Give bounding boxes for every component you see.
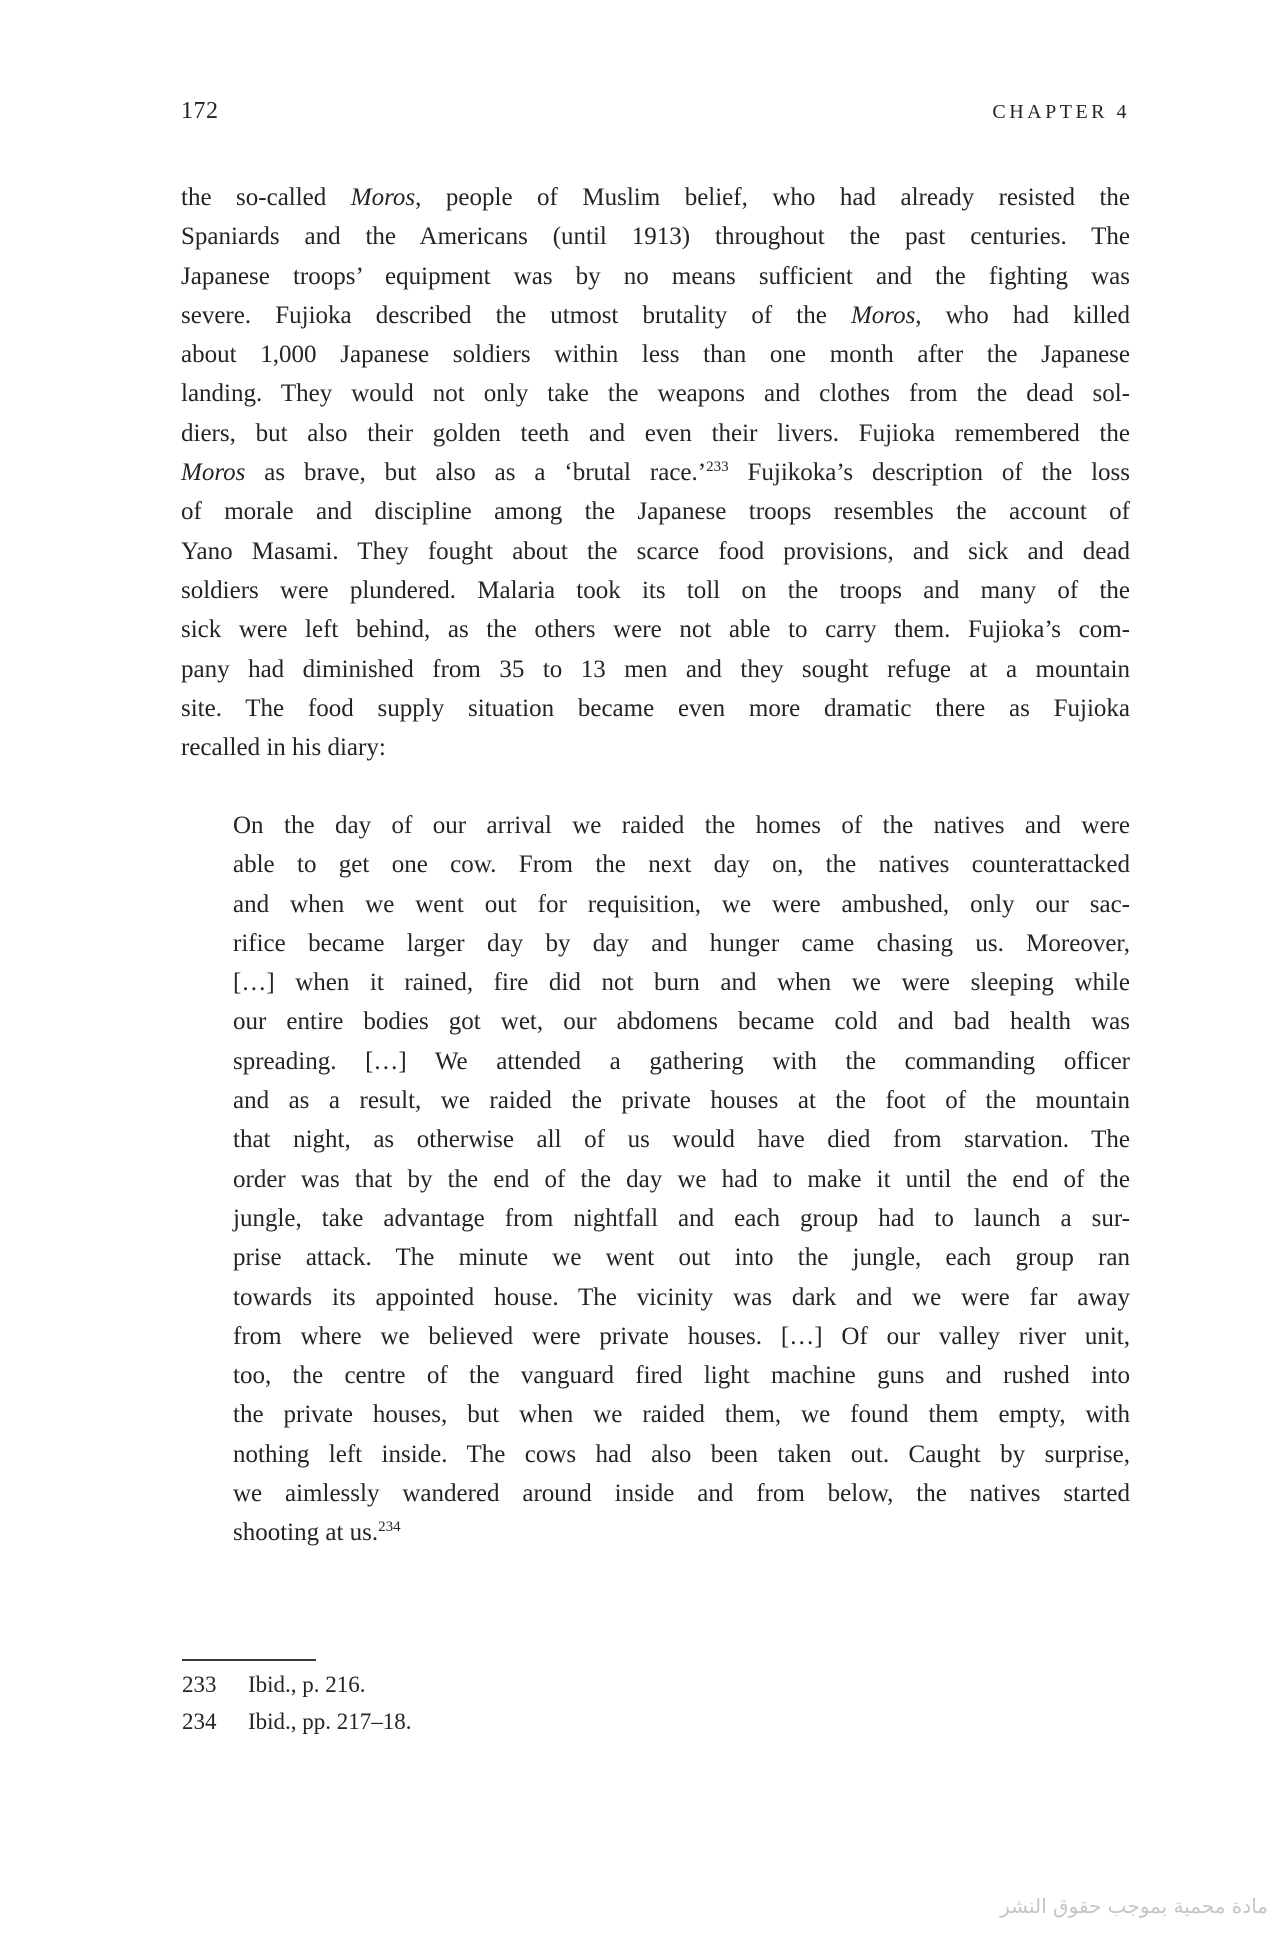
text-line: pany had diminished from 35 to 13 men and they sought refuge at a mountain xyxy=(181,655,1130,683)
text-line: from where we believed were private houses. […] Of our valley river unit, xyxy=(233,1322,1130,1350)
text-line: landing. They would not only take the weapons and clothes from the dead sol- xyxy=(181,380,1130,408)
text-line: towards its appointed house. The vicinity was dark and we were far away xyxy=(233,1283,1130,1311)
text-line: site. The food supply situation became even more dramatic there as Fujioka xyxy=(181,694,1130,722)
text-line: our entire bodies got wet, our abdomens became cold and bad health was xyxy=(233,1008,1130,1036)
page-number: 172 xyxy=(181,98,219,124)
text-line: sick were left behind, as the others were not able to carry them. Fujioka’s com- xyxy=(181,616,1130,644)
text-line: rifice became larger day by day and hunger came chasing us. Moreover, xyxy=(233,929,1130,957)
footnote xyxy=(182,1703,1130,1740)
text-line: soldiers were plundered. Malaria took its toll on the troops and many of the xyxy=(181,576,1130,604)
text-line: severe. Fujioka described the utmost brutality of the Moros, who had killed xyxy=(181,301,1130,329)
copyright-watermark: مادة محمية بموجب حقوق النشر xyxy=(1000,1894,1268,1918)
text-line: able to get one cow. From the next day on, the natives counterattacked xyxy=(233,851,1130,879)
text-line: that night, as otherwise all of us would have died from starvation. The xyxy=(233,1126,1130,1154)
text-line: Japanese troops’ equipment was by no means sufficient and the fighting was xyxy=(181,262,1130,290)
text-line: Moros as brave, but also as a ‘brutal race.’$^{233}$ Fujikoka’s description of the loss xyxy=(181,459,1130,487)
text-line: spreading. […] We attended a gathering with the commanding officer xyxy=(233,1047,1130,1075)
text-line: Spaniards and the Americans (until 1913) throughout the past centuries. The xyxy=(181,223,1130,251)
footnote-number: 233 xyxy=(182,1672,217,1697)
text-line: order was that by the end of the day we had to make it until the end of the xyxy=(233,1165,1130,1193)
text-line: of morale and discipline among the Japanese troops resembles the account of xyxy=(181,498,1130,526)
text-line: nothing left inside. The cows had also been taken out. Caught by surprise, xyxy=(233,1440,1130,1468)
text-line: the private houses, but when we raided them, we found them empty, with xyxy=(233,1401,1130,1429)
footnote-text: Ibid., pp. 217–18. xyxy=(248,1709,412,1734)
text-line: […] when it rained, fire did not burn and when we were sleeping while xyxy=(233,969,1130,997)
chapter-header: CHAPTER 4 xyxy=(992,101,1130,123)
body-paragraph xyxy=(181,178,1130,767)
footnotes xyxy=(182,1666,1130,1740)
text-line: recalled in his diary: xyxy=(181,734,386,762)
footnote xyxy=(182,1666,1130,1703)
text-line: about 1,000 Japanese soldiers within less than one month after the Japanese xyxy=(181,341,1130,369)
text-line: we aimlessly wandered around inside and from below, the natives started xyxy=(233,1480,1130,1508)
block-quote xyxy=(233,806,1130,1553)
text-line: On the day of our arrival we raided the homes of the natives and were xyxy=(233,812,1130,839)
text-line: prise attack. The minute we went out into the jungle, each group ran xyxy=(233,1244,1130,1272)
text-line: diers, but also their golden teeth and even their livers. Fujioka remembered the xyxy=(181,419,1130,447)
text-line: and as a result, we raided the private houses at the foot of the mountain xyxy=(233,1087,1130,1115)
text-line: and when we went out for requisition, we were ambushed, only our sac- xyxy=(233,890,1130,918)
text-line: Yano Masami. They fought about the scarce food provisions, and sick and dead xyxy=(181,537,1130,565)
text-line: the so-called Moros, people of Muslim belief, who had already resisted the xyxy=(181,184,1130,211)
running-header xyxy=(181,99,1130,124)
footnote-text: Ibid., p. 216. xyxy=(248,1672,366,1697)
text-line: shooting at us.$^{234}$ xyxy=(233,1519,401,1547)
text-line: too, the centre of the vanguard fired light machine guns and rushed into xyxy=(233,1362,1130,1390)
footnote-rule xyxy=(182,1659,316,1661)
text-line: jungle, take advantage from nightfall and each group had to launch a sur- xyxy=(233,1204,1130,1232)
footnote-number: 234 xyxy=(182,1709,217,1734)
